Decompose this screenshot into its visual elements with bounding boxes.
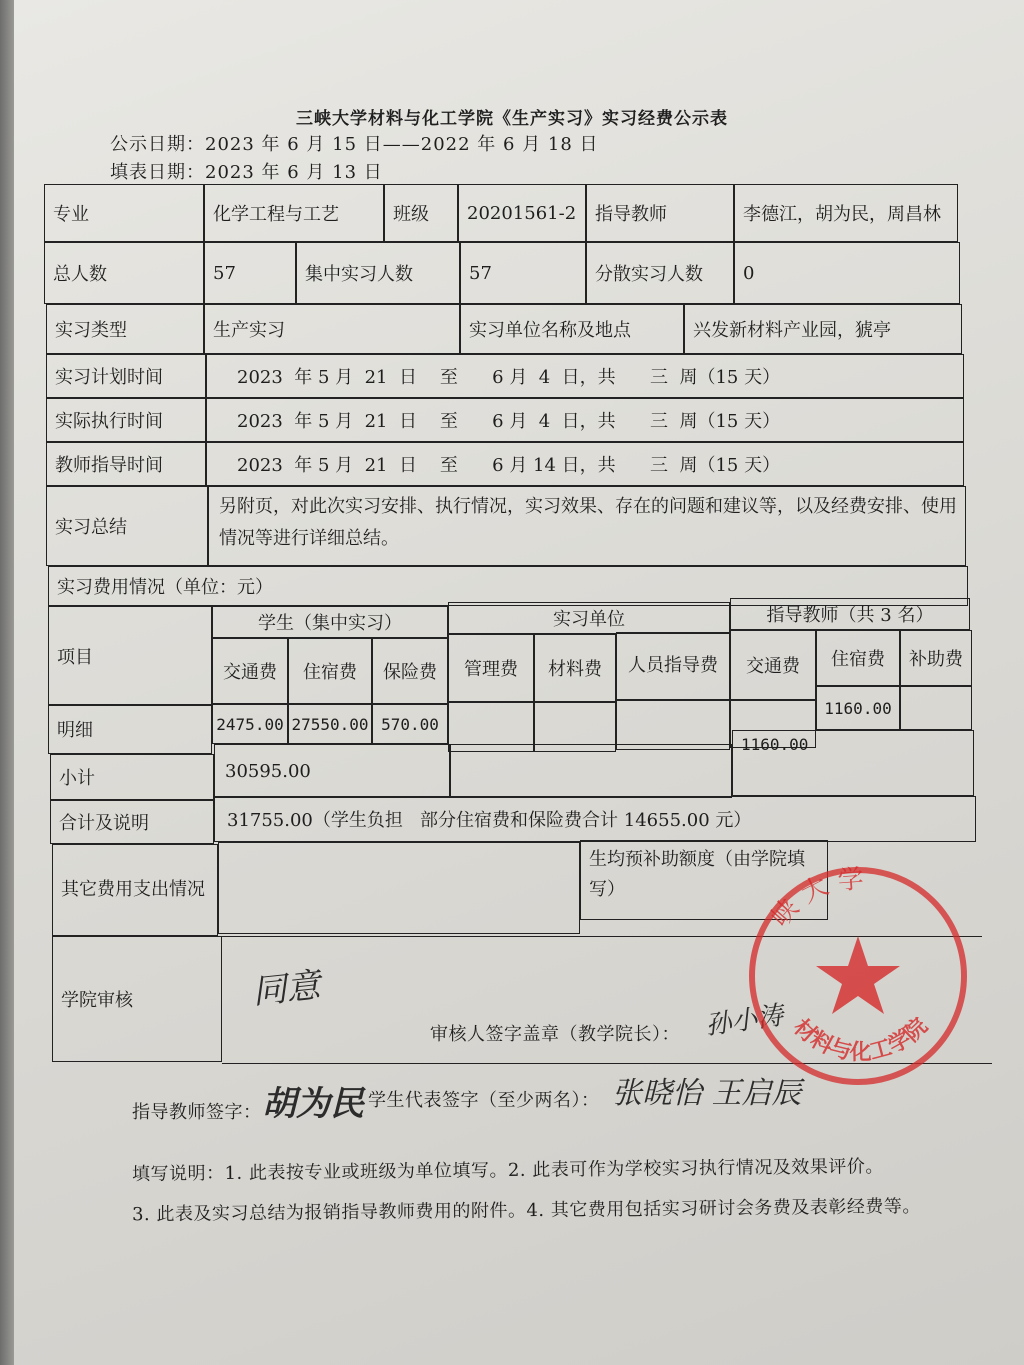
seal-text-bottom: 材料与化工学院 — [788, 1013, 933, 1066]
note-line-1: 填写说明：1. 此表按专业或班级为单位填写。2. 此表可作为学校实习执行情况及效果评价。 — [131, 1156, 884, 1185]
unit-group-header: 实习单位 — [448, 602, 730, 634]
subtotal-student: 30595.00 — [214, 744, 450, 798]
col-teacher-subsidy: 补助费 — [900, 630, 972, 686]
summary-label: 实习总结 — [46, 486, 208, 566]
guide-value: 2023 年 5 月 21 日 至 6 月 14 日，共 三 周（15 天） — [206, 442, 964, 486]
other-expense-label: 其它费用支出情况 — [52, 844, 218, 936]
student-group-header: 学生（集中实习） — [212, 606, 448, 638]
summary-value: 另附页，对此次实习安排、执行情况，实习效果、存在的问题和建议等，以及经费安排、使用情况等进行详细总结。 — [208, 486, 966, 566]
col-teacher-transport: 交通费 — [730, 630, 816, 700]
subtotal-teacher: 1160.00 — [732, 730, 974, 796]
note-line-2: 3. 此表及实习总结为报销指导教师费用的附件。4. 其它费用包括实习研讨会务费及表彰经费等。 — [131, 1195, 921, 1226]
detail-student-transport: 2475.00 — [212, 704, 288, 744]
subtotal-label: 小计 — [50, 754, 214, 800]
col-unit-management: 管理费 — [448, 634, 534, 702]
plan-label: 实习计划时间 — [46, 354, 206, 398]
detail-teacher-subsidy — [900, 686, 972, 730]
review-handwriting: 同意 — [250, 965, 323, 1013]
other-expense-value — [218, 842, 580, 934]
dispersed-label: 分散实习人数 — [586, 242, 734, 304]
detail-student-lodging: 27550.00 — [288, 704, 372, 744]
review-signer-signature: 孙小涛 — [703, 1000, 786, 1042]
total-value: 57 — [204, 242, 296, 304]
detail-label: 明细 — [48, 704, 212, 754]
document-title: 三峡大学材料与化工学院《生产实习》实习经费公示表 — [296, 109, 728, 129]
col-teacher-lodging: 住宿费 — [816, 630, 900, 686]
major-label: 专业 — [44, 184, 204, 242]
class-value: 20201561-2 — [458, 184, 586, 242]
major-value: 化学工程与工艺 — [204, 184, 384, 242]
plan-value: 2023 年 5 月 21 日 至 6 月 4 日，共 三 周（15 天） — [206, 354, 964, 398]
col-student-lodging: 住宿费 — [288, 638, 372, 704]
detail-student-insurance: 570.00 — [372, 704, 448, 744]
guide-label: 教师指导时间 — [46, 442, 206, 486]
total-label: 总人数 — [44, 242, 204, 304]
detail-unit-guidance — [616, 700, 730, 750]
seal-text-top: 峡 大 学 — [765, 864, 865, 933]
central-label: 集中实习人数 — [296, 242, 460, 304]
total-expense-label: 合计及说明 — [50, 800, 214, 844]
fill-date: 填表日期：2023 年 6 月 13 日 — [110, 162, 383, 183]
col-unit-guidance: 人员指导费 — [616, 632, 730, 700]
subtotal-unit — [450, 744, 732, 798]
teacher-value: 李德江，胡为民，周昌林 — [734, 184, 958, 242]
college-seal — [740, 858, 976, 1094]
unit-value: 兴发新材料产业园，猇亭 — [684, 304, 962, 354]
subsidy-label: 生均预补助额度（由学院填写） — [580, 840, 828, 920]
actual-label: 实际执行时间 — [46, 398, 206, 442]
teacher-group-header: 指导教师（共 3 名） — [730, 598, 970, 630]
central-value: 57 — [460, 242, 586, 304]
paper-shadow — [0, 0, 14, 1365]
teacher-label: 指导教师 — [586, 184, 734, 242]
actual-value: 2023 年 5 月 21 日 至 6 月 4 日，共 三 周（15 天） — [206, 398, 964, 442]
type-value: 生产实习 — [204, 304, 460, 354]
expense-header: 实习费用情况（单位：元） — [48, 566, 968, 606]
col-unit-material: 材料费 — [534, 634, 616, 702]
unit-label: 实习单位名称及地点 — [460, 304, 684, 354]
teacher-sign-label: 指导教师签字： — [132, 1102, 262, 1123]
detail-teacher-lodging: 1160.00 — [816, 686, 900, 730]
class-label: 班级 — [384, 184, 458, 242]
type-label: 实习类型 — [46, 304, 204, 354]
total-expense-value: 31755.00（学生负担 部分住宿费和保险费合计 14655.00 元） — [214, 796, 976, 842]
student-sign-label: 学生代表签字（至少两名）： — [368, 1090, 600, 1111]
col-student-transport: 交通费 — [212, 638, 288, 704]
review-label: 学院审核 — [52, 936, 222, 1062]
review-signer-label: 审核人签字盖章（教学院长）： — [430, 1024, 680, 1045]
item-label: 项目 — [48, 606, 212, 706]
teacher-signature: 胡为民 — [262, 1084, 364, 1124]
seal-star — [816, 936, 900, 1014]
publicity-date: 公示日期：2023 年 6 月 15 日——2022 年 6 月 18 日 — [110, 134, 599, 155]
dispersed-value: 0 — [734, 242, 960, 304]
col-student-insurance: 保险费 — [372, 638, 448, 704]
student-signatures: 张晓怡 王启辰 — [612, 1076, 802, 1111]
